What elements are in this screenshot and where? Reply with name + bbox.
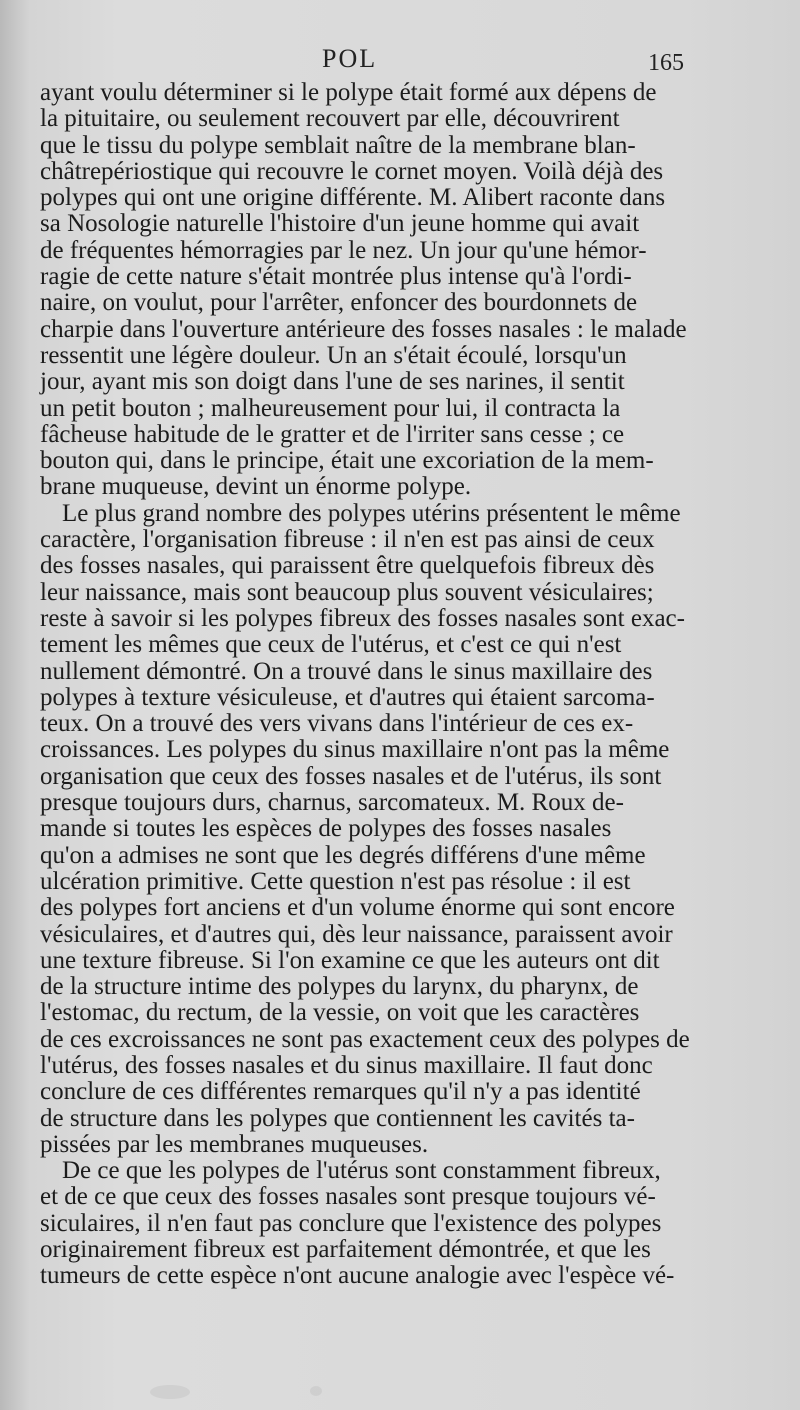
paragraph-1 (40, 80, 740, 501)
text-line: l'estomac, du rectum, de la vessie, on voit que les caractères (40, 999, 640, 1027)
text-line: naire, on voulut, pour l'arrêter, enfoncer des bourdonnets de (40, 289, 638, 317)
page-header (0, 44, 800, 84)
body-text (40, 80, 740, 1290)
text-line: des polypes fort anciens et d'un volume énorme qui sont encore (40, 894, 675, 922)
text-line: châtrepériostique qui recouvre le cornet moyen. Voilà déjà des (40, 157, 664, 185)
text-line: teux. On a trouvé des vers vivans dans l'intérieur de ces ex- (40, 710, 634, 738)
page-number: 165 (648, 50, 684, 76)
text-line: Le plus grand nombre des polypes utérins présentent le même (62, 499, 681, 527)
page-stain (310, 1386, 322, 1396)
text-line: organisation que ceux des fosses nasales et de l'utérus, ils sont (40, 762, 662, 790)
text-line: polypes à texture vésiculeuse, et d'autres qui étaient sarcoma- (40, 683, 655, 711)
text-line: conclure de ces différentes remarques qu'il n'y a pas identité (40, 1078, 641, 1106)
text-line: ulcération primitive. Cette question n'est pas résolue : il est (40, 867, 631, 895)
text-line: jour, ayant mis son doigt dans l'une de ses narines, il sentit (40, 368, 625, 396)
text-line: croissances. Les polypes du sinus maxillaire n'ont pas la même (40, 736, 670, 764)
running-head: POL (322, 44, 378, 73)
text-line: de ces excroissances ne sont pas exactement ceux des polypes de (40, 1025, 690, 1053)
text-line: et de ce que ceux des fosses nasales sont presque toujours vé- (40, 1183, 656, 1211)
paragraph-2 (40, 501, 740, 1158)
text-line: des fosses nasales, qui paraissent être quelquefois fibreux dès (40, 552, 655, 580)
text-line: une texture fibreuse. Si l'on examine ce que les auteurs ont dit (40, 946, 660, 974)
text-line: De ce que les polypes de l'utérus sont constamment fibreux, (62, 1157, 661, 1185)
text-line: caractère, l'organisation fibreuse : il n'en est pas ainsi de ceux (40, 526, 655, 554)
text-line: brane muqueuse, devint un énorme polype. (40, 473, 472, 501)
text-line: ressentit une légère douleur. Un an s'était écoulé, lorsqu'un (40, 341, 627, 369)
text-line: l'utérus, des fosses nasales et du sinus maxillaire. Il faut donc (40, 1051, 653, 1079)
text-line: de structure dans les polypes que contiennent les cavités ta- (40, 1104, 635, 1132)
page-stain (150, 1385, 190, 1399)
paragraph-3 (40, 1158, 740, 1289)
text-line: charpie dans l'ouverture antérieure des fosses nasales : le malade (40, 315, 687, 343)
text-line: mande si toutes les espèces de polypes des fosses nasales (40, 815, 612, 843)
text-line: de la structure intime des polypes du larynx, du pharynx, de (40, 973, 639, 1001)
text-line: polypes qui ont une origine différente. M. Alibert raconte dans (40, 184, 666, 212)
text-line: originairement fibreux est parfaitement démontrée, et que les (40, 1236, 651, 1264)
text-line: ragie de cette nature s'était montrée plus intense qu'à l'ordi- (40, 263, 632, 291)
text-line: ayant voulu déterminer si le polype était formé aux dépens de (40, 79, 657, 106)
text-line: tement les mêmes que ceux de l'utérus, et c'est ce qui n'est (40, 631, 622, 659)
text-line: leur naissance, mais sont beaucoup plus souvent vésiculaires; (40, 578, 654, 606)
text-line: nullement démontré. On a trouvé dans le sinus maxillaire des (40, 657, 653, 685)
text-line: presque toujours durs, charnus, sarcomateux. M. Roux de- (40, 789, 624, 817)
text-line: bouton qui, dans le principe, était une excoriation de la mem- (40, 447, 654, 475)
text-line: siculaires, il n'en faut pas conclure que l'existence des polypes (40, 1209, 662, 1237)
text-line: reste à savoir si les polypes fibreux des fosses nasales sont exac- (40, 604, 685, 632)
text-line: la pituitaire, ou seulement recouvert par elle, découvrirent (40, 105, 620, 133)
text-line: sa Nosologie naturelle l'histoire d'un jeune homme qui avait (40, 210, 640, 238)
text-line: de fréquentes hémorragies par le nez. Un jour qu'une hémor- (40, 236, 647, 264)
text-line: que le tissu du polype semblait naître de la membrane blan- (40, 131, 636, 159)
text-line: pissées par les membranes muqueuses. (40, 1130, 429, 1158)
text-line: tumeurs de cette espèce n'ont aucune analogie avec l'espèce vé- (40, 1262, 675, 1290)
text-line: un petit bouton ; malheureusement pour lui, il contracta la (40, 394, 621, 422)
text-line: qu'on a admises ne sont que les degrés différens d'une même (40, 841, 646, 869)
text-line: fâcheuse habitude de le gratter et de l'irriter sans cesse ; ce (40, 420, 625, 448)
text-line: vésiculaires, et d'autres qui, dès leur naissance, paraissent avoir (40, 920, 673, 948)
